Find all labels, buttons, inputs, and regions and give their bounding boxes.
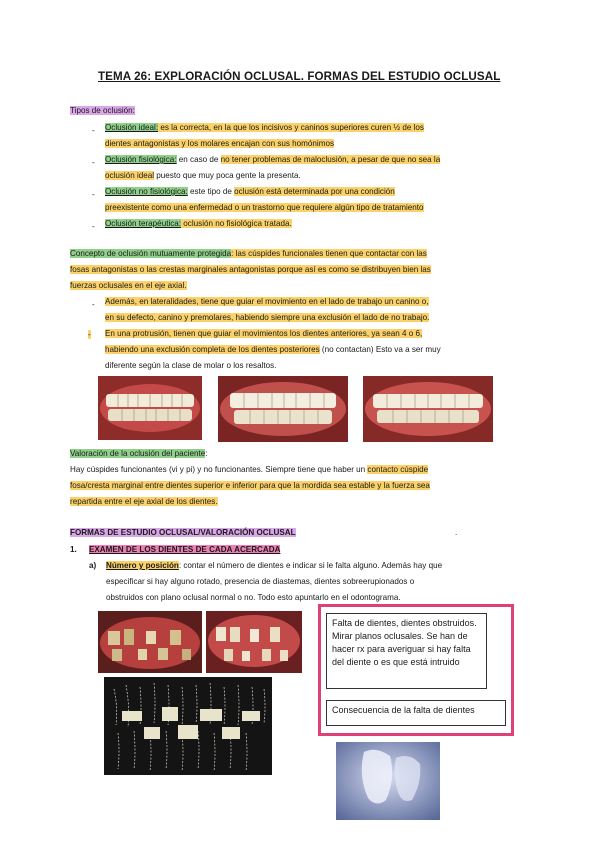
concepto-line-1: Concepto de oclusión mutuamente protegida: las cúspides funcionales tienen que contactar con las — [70, 249, 427, 258]
list-item-ideal-cont: dientes antagonistas y los molares encajan con sus homónimos — [105, 139, 335, 148]
formas-sub-a-line-2: especificar si hay alguno rotado, presencia de diastemas, dientes sobreerupionados o — [106, 577, 415, 586]
formas-heading: FORMAS DE ESTUDIO OCLUSAL/VALORACIÓN OCLUSAL — [70, 528, 296, 537]
formas-sub-a-line-1: Número y posición: contar el número de dientes e indicar si le falta alguno. Además hay que — [106, 561, 443, 570]
bullet-dash: - — [92, 222, 95, 231]
teeth-photo-2 — [218, 376, 348, 442]
list-item-ideal: Oclusión ideal: es la correcta, en la que los incisivos y caninos superiores curen ½ de los — [105, 123, 424, 132]
list-item-no-fisiologica: Oclusión no fisiológica: este tipo de oclusión está determinada por una condición — [105, 187, 395, 196]
list-item-fisiologica-cont: oclusión ideal puesto que muy poca gente la presenta. — [105, 171, 301, 180]
list-item-fisiologica: Oclusión fisiológica: en caso de no tener problemas de maloclusión, a pesar de que no sea la — [105, 155, 441, 164]
teeth-photo-3 — [363, 376, 493, 442]
formas-dot: . — [455, 528, 458, 537]
annotation-box-consequence: Consecuencia de la falta de dientes — [326, 700, 506, 726]
list-item-no-fisiologica-cont: preexistente como una enfermedad o un trastorno que requiere algún tipo de tratamiento — [105, 203, 424, 212]
concepto-bullet-2-cont2: diferente según la clase de molar o los resaltos. — [105, 361, 277, 370]
sub-marker-a: a) — [89, 561, 97, 570]
page-title: TEMA 26: EXPLORACIÓN OCLUSAL. FORMAS DEL ESTUDIO OCLUSAL — [98, 70, 501, 83]
valoracion-heading: Valoración de la oclusión del paciente: — [70, 449, 208, 458]
concepto-bullet-1-cont: en su defecto, canino y premolares, habiendo siempre una exclusión el lado de no trabajo. — [105, 313, 430, 322]
periapical-xray — [336, 742, 440, 820]
bullet-dash: - — [88, 330, 91, 339]
bullet-dash: - — [92, 190, 95, 199]
teeth-photo-1 — [98, 376, 202, 440]
missing-teeth-photo-2 — [206, 611, 302, 673]
bullet-dash: - — [92, 158, 95, 167]
annotation-box-missing-teeth: Falta de dientes, dientes obstruidos. Mirar planos oclusales. Se han de hacer rx para averiguar si hay falta del diente o es que está intruido — [326, 613, 487, 689]
valoracion-line-3: repartida entre el eje axial de los dientes. — [70, 497, 218, 506]
odontogram-xray — [104, 677, 272, 775]
valoracion-line-1: Hay cúspides funcionantes (vi y pi) y no funcionantes. Siempre tiene que haber un contacto cúspide — [70, 465, 429, 474]
valoracion-line-2: fosa/cresta marginal entre dientes superior e inferior para que la mordida sea estable y la fuerza sea — [70, 481, 430, 490]
concepto-bullet-1: Además, en lateralidades, tiene que guiar el movimiento en el lado de trabajo un canino o, — [105, 297, 429, 306]
section-heading-tipos: Tipos de oclusión: — [70, 106, 135, 115]
missing-teeth-photo-1 — [98, 611, 202, 673]
concepto-bullet-2: En una protrusión, tienen que guiar el movimientos los dientes anteriores, ya sean 4 o 6, — [105, 329, 423, 338]
concepto-line-2: fosas antagonistas o las crestas marginales antagonistas porque así es como se distribuyen bien las — [70, 265, 431, 274]
concepto-line-3: fuerzas oclusales en el eje axial. — [70, 281, 187, 290]
numbered-marker-1: 1. — [70, 545, 77, 554]
bullet-dash: - — [92, 126, 95, 135]
bullet-dash: - — [92, 300, 95, 309]
list-item-terapeutica: Oclusión terapéutica: oclusión no fisiológica tratada. — [105, 219, 292, 228]
formas-item-1: EXAMEN DE LOS DIENTES DE CADA ACERCADA — [89, 545, 281, 554]
formas-sub-a-line-3: obstruidos con plano oclusal normal o no. Todo esto apuntarlo en el odontograma. — [106, 593, 401, 602]
concepto-bullet-2-cont: habiendo una exclusión completa de los dientes posteriores (no contactan) Esto va a ser muy — [105, 345, 441, 354]
